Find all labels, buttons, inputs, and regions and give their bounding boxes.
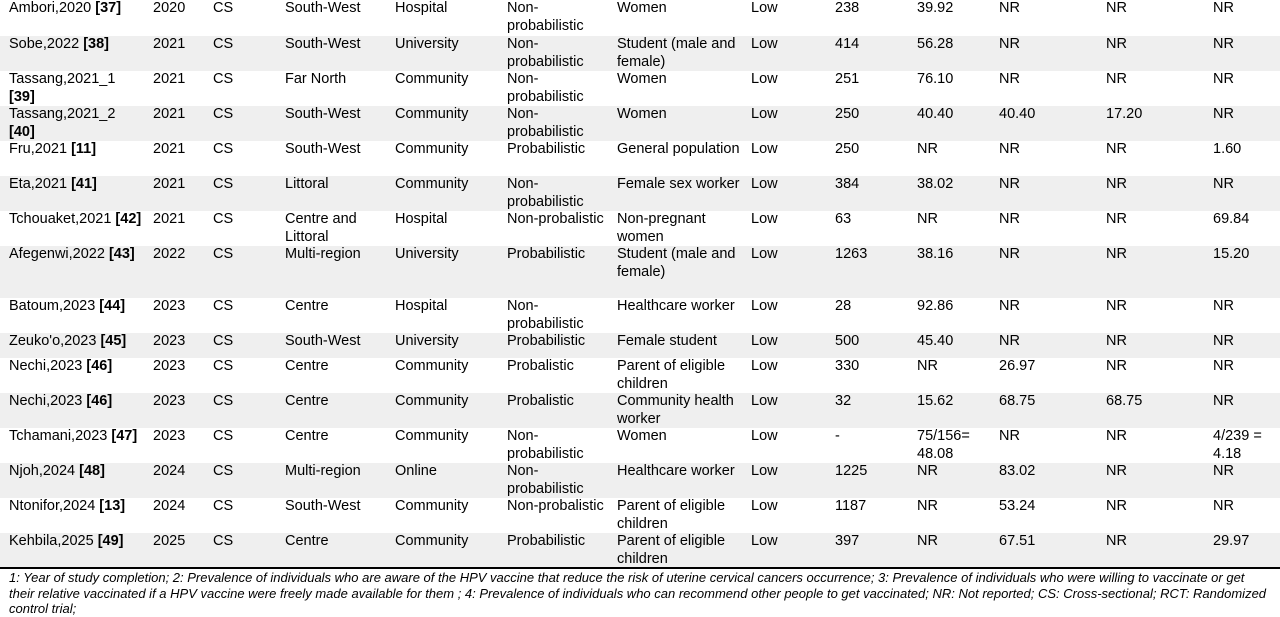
cell-year: 2023 (144, 393, 204, 428)
reference-number: [49] (97, 533, 124, 549)
author-text: Fru,2021 (9, 141, 72, 157)
cell-p2: NR (917, 211, 938, 227)
cell-population: Female student (608, 333, 742, 358)
table-row (0, 393, 1280, 428)
table-row (0, 298, 1280, 333)
cell-p3: NR (999, 0, 1020, 16)
reference-number: [43] (108, 246, 135, 262)
cell-risk: Low (742, 106, 826, 141)
cell-p4: NR (1097, 246, 1204, 298)
cell-year: 2021 (144, 36, 204, 71)
cell-sampling: Non-probabilistic (507, 298, 584, 332)
cell-p5: 1.60 (1213, 141, 1242, 157)
cell-n: 28 (835, 298, 852, 314)
table-row (0, 333, 1280, 358)
cell-author (0, 106, 144, 141)
cell-author (0, 176, 144, 211)
reference-number: [37] (95, 0, 122, 16)
cell-p2: 56.28 (908, 36, 990, 71)
author-text: Tassang,2021_1 (9, 71, 116, 87)
reference-number: [44] (99, 298, 126, 314)
reference-number: [40] (9, 123, 35, 140)
cell-setting: Community (386, 106, 498, 141)
reference-number: [47] (111, 428, 138, 444)
cell-p4: NR (1097, 176, 1204, 211)
cell-population: Women (608, 106, 742, 141)
cell-p5: 69.84 (1213, 211, 1250, 227)
cell-year: 2021 (153, 141, 186, 157)
cell-p3: NR (990, 36, 1097, 71)
cell-population: Parent of eligible children (617, 498, 726, 532)
cell-n: 1225 (826, 463, 908, 498)
cell-setting: Community (395, 141, 469, 157)
cell-design: CS (213, 71, 234, 87)
cell-design: CS (204, 36, 276, 71)
cell-year: 2021 (144, 106, 204, 141)
author-text: Ambori,2020 (9, 0, 96, 16)
cell-risk: Low (742, 463, 826, 498)
cell-region: Centre (276, 533, 386, 568)
cell-year: 2020 (153, 0, 186, 16)
cell-author (0, 358, 144, 393)
cell-population: Parent of eligible children (617, 358, 726, 392)
cell-p3: 83.02 (990, 463, 1097, 498)
cell-risk: Low (742, 533, 826, 568)
author-text: Tassang,2021_2 (9, 106, 116, 122)
cell-p5: NR (1204, 333, 1280, 358)
cell-setting: Community (386, 393, 498, 428)
cell-p4: NR (1097, 333, 1204, 358)
cell-author (0, 498, 144, 533)
cell-author (0, 298, 144, 333)
cell-author (0, 463, 144, 498)
cell-author (0, 0, 144, 36)
author-text: Nechi,2023 (9, 393, 87, 409)
cell-n: 1187 (835, 498, 867, 514)
cell-design: CS (213, 298, 234, 314)
table-row (0, 463, 1280, 498)
cell-sampling: Probabilistic (498, 533, 608, 568)
cell-year: 2021 (153, 71, 186, 87)
author-text: Kehbila,2025 (9, 533, 98, 549)
cell-design: CS (204, 393, 276, 428)
table-row (0, 36, 1280, 71)
cell-population: Female sex worker (608, 176, 742, 211)
cell-design: CS (204, 246, 276, 298)
cell-sampling: Non-probabilistic (498, 36, 608, 71)
cell-design: CS (204, 533, 276, 568)
cell-author (0, 393, 144, 428)
cell-sampling: Probabilistic (498, 246, 608, 298)
cell-sampling: Non-probabilistic (498, 106, 608, 141)
author-text: Tchamani,2023 (9, 428, 112, 444)
cell-p5: NR (1213, 0, 1234, 16)
cell-region: Centre (285, 358, 329, 374)
cell-region: South-West (285, 141, 361, 157)
reference-number: [46] (86, 393, 113, 409)
cell-author (0, 141, 144, 176)
cell-sampling: Non-probalistic (507, 498, 604, 514)
cell-population: Healthcare worker (608, 463, 742, 498)
cell-year: 2024 (153, 498, 186, 514)
table-row (0, 533, 1280, 568)
cell-p2: 15.62 (908, 393, 990, 428)
cell-sampling: Probalistic (498, 393, 608, 428)
cell-sampling: Non-probabilistic (507, 428, 584, 462)
cell-p5: NR (1213, 498, 1234, 514)
cell-setting: Hospital (395, 0, 448, 16)
cell-setting: Hospital (395, 298, 448, 314)
cell-author (0, 533, 144, 568)
author-text: Zeuko'o,2023 (9, 333, 101, 349)
cell-p3: NR (990, 333, 1097, 358)
cell-p3: NR (990, 176, 1097, 211)
cell-design: CS (204, 176, 276, 211)
cell-p2: NR (908, 463, 990, 498)
cell-design: CS (213, 141, 234, 157)
author-text: Afegenwi,2022 (9, 246, 109, 262)
reference-number: [39] (9, 88, 35, 105)
cell-p3: NR (999, 211, 1020, 227)
cell-p3: 40.40 (990, 106, 1097, 141)
cell-p4: NR (1106, 498, 1127, 514)
author-text: Njoh,2024 (9, 463, 80, 479)
cell-risk: Low (751, 211, 778, 227)
cell-year: 2023 (153, 428, 186, 444)
cell-p2: 76.10 (917, 71, 954, 87)
cell-p2: 92.86 (917, 298, 954, 314)
cell-p5: 15.20 (1204, 246, 1280, 298)
cell-p3: NR (990, 246, 1097, 298)
cell-n: 63 (835, 211, 852, 227)
cell-p5: 4/239 = 4.18 (1213, 428, 1262, 462)
cell-year: 2024 (144, 463, 204, 498)
cell-p3: 67.51 (990, 533, 1097, 568)
cell-n: 250 (826, 106, 908, 141)
cell-risk: Low (742, 393, 826, 428)
cell-sampling: Non-probalistic (507, 211, 604, 227)
cell-population: Student (male and female) (608, 246, 742, 298)
reference-number: [46] (86, 358, 113, 374)
cell-n: 32 (826, 393, 908, 428)
cell-sampling: Non-probabilistic (498, 463, 608, 498)
cell-risk: Low (742, 176, 826, 211)
cell-year: 2022 (144, 246, 204, 298)
cell-p4: NR (1097, 533, 1204, 568)
cell-year: 2023 (153, 358, 186, 374)
cell-region: Littoral (276, 176, 386, 211)
cell-author (0, 211, 144, 246)
cell-p3: 26.97 (999, 358, 1036, 374)
cell-risk: Low (751, 0, 778, 16)
cell-n: 330 (835, 358, 860, 374)
cell-author (0, 36, 144, 71)
author-text: Nechi,2023 (9, 358, 87, 374)
cell-p5: NR (1204, 36, 1280, 71)
cell-p2: 39.92 (917, 0, 954, 16)
reference-number: [48] (79, 463, 105, 479)
cell-setting: University (386, 36, 498, 71)
cell-population: Student (male and female) (608, 36, 742, 71)
cell-region: Centre (285, 428, 329, 444)
cell-risk: Low (742, 36, 826, 71)
cell-population: General population (617, 141, 740, 157)
cell-setting: Community (395, 498, 469, 514)
cell-year: 2025 (144, 533, 204, 568)
cell-p5: NR (1204, 176, 1280, 211)
author-text: Sobe,2022 (9, 36, 84, 52)
cell-n: 397 (826, 533, 908, 568)
cell-risk: Low (742, 333, 826, 358)
cell-p3: 68.75 (990, 393, 1097, 428)
cell-p4: NR (1097, 36, 1204, 71)
cell-p4: NR (1106, 211, 1127, 227)
cell-author (0, 246, 144, 298)
reference-number: [13] (99, 498, 126, 514)
reference-number: [42] (115, 211, 142, 227)
table-row (0, 428, 1280, 463)
cell-year: 2023 (153, 298, 186, 314)
table-row (0, 246, 1280, 298)
cell-region: South-West (276, 333, 386, 358)
cell-p4: NR (1106, 428, 1127, 444)
cell-n: 500 (826, 333, 908, 358)
cell-p5: 29.97 (1204, 533, 1280, 568)
reference-number: [38] (83, 36, 109, 52)
cell-sampling: Non-probabilistic (507, 0, 584, 34)
cell-design: CS (213, 498, 234, 514)
cell-p3: NR (999, 428, 1020, 444)
cell-population: Parent of eligible children (608, 533, 742, 568)
cell-sampling: Probalistic (507, 358, 574, 374)
cell-region: South-West (285, 0, 361, 16)
cell-design: CS (204, 106, 276, 141)
cell-risk: Low (742, 246, 826, 298)
cell-setting: Online (386, 463, 498, 498)
cell-sampling: Non-probabilistic (507, 71, 584, 105)
cell-p4: NR (1106, 71, 1127, 87)
cell-population: Non-pregnant women (617, 211, 706, 245)
cell-author (0, 428, 144, 463)
cell-population: Community health worker (608, 393, 742, 428)
table-row (0, 211, 1280, 246)
cell-p4: NR (1106, 141, 1127, 157)
reference-number: [45] (100, 333, 127, 349)
cell-p2: NR (908, 533, 990, 568)
cell-setting: Community (386, 533, 498, 568)
cell-p4: NR (1106, 0, 1127, 16)
cell-p2: 38.16 (908, 246, 990, 298)
cell-p5: NR (1204, 463, 1280, 498)
cell-risk: Low (751, 71, 778, 87)
cell-region: Multi-region (276, 463, 386, 498)
cell-year: 2021 (144, 176, 204, 211)
reference-number: [11] (71, 141, 97, 157)
table-row (0, 141, 1280, 176)
cell-risk: Low (751, 298, 778, 314)
cell-region: Centre (285, 298, 329, 314)
table-row (0, 358, 1280, 393)
cell-year: 2023 (144, 333, 204, 358)
cell-sampling: Non-probabilistic (498, 176, 608, 211)
cell-p5: NR (1213, 298, 1234, 314)
author-text: Batoum,2023 (9, 298, 100, 314)
cell-region: Centre (276, 393, 386, 428)
cell-p5: NR (1213, 358, 1234, 374)
cell-p4: 68.75 (1097, 393, 1204, 428)
cell-p4: NR (1106, 298, 1127, 314)
cell-n: - (835, 428, 840, 444)
table-row (0, 71, 1280, 106)
cell-setting: Hospital (395, 211, 448, 227)
cell-p4: NR (1097, 463, 1204, 498)
cell-population: Women (617, 71, 667, 87)
cell-sampling: Probabilistic (498, 333, 608, 358)
table-row (0, 106, 1280, 141)
cell-region: Far North (285, 71, 347, 87)
cell-population: Women (617, 0, 667, 16)
cell-p2: NR (917, 498, 938, 514)
cell-setting: University (386, 333, 498, 358)
cell-region: Centre and Littoral (285, 211, 357, 245)
cell-n: 250 (835, 141, 860, 157)
cell-p2: 45.40 (908, 333, 990, 358)
cell-n: 414 (826, 36, 908, 71)
cell-population: Women (617, 428, 667, 444)
cell-p5: NR (1213, 71, 1234, 87)
cell-p2: NR (917, 358, 938, 374)
cell-design: CS (213, 211, 234, 227)
cell-p2: 75/156= 48.08 (917, 428, 970, 462)
table-row (0, 0, 1280, 36)
cell-risk: Low (751, 141, 778, 157)
table-row (0, 498, 1280, 533)
cell-region: Multi-region (276, 246, 386, 298)
cell-region: South-West (285, 498, 361, 514)
cell-p4: 17.20 (1097, 106, 1204, 141)
cell-p2: 40.40 (908, 106, 990, 141)
cell-n: 238 (835, 0, 860, 16)
cell-author (0, 71, 144, 106)
cell-p3: 53.24 (999, 498, 1036, 514)
cell-setting: Community (386, 176, 498, 211)
cell-p5: NR (1204, 393, 1280, 428)
cell-design: CS (204, 463, 276, 498)
cell-region: South-West (276, 106, 386, 141)
cell-setting: Community (395, 428, 469, 444)
cell-design: CS (204, 333, 276, 358)
cell-n: 251 (835, 71, 860, 87)
cell-p3: NR (999, 298, 1020, 314)
author-text: Tchouaket,2021 (9, 211, 116, 227)
cell-p2: 38.02 (908, 176, 990, 211)
cell-design: CS (213, 0, 234, 16)
cell-design: CS (213, 428, 234, 444)
cell-p3: NR (999, 71, 1020, 87)
reference-number: [41] (71, 176, 97, 192)
table-row (0, 176, 1280, 211)
cell-sampling: Probabilistic (507, 141, 586, 157)
cell-risk: Low (751, 358, 778, 374)
cell-setting: Community (395, 358, 469, 374)
cell-p3: NR (999, 141, 1020, 157)
cell-region: South-West (276, 36, 386, 71)
author-text: Eta,2021 (9, 176, 72, 192)
table-footnote: 1: Year of study completion; 2: Prevalence of individuals who are aware of the HPV vaccine that reduce the risk of uterine cervical cancers occurrence; 3: Prevalence of individuals who were willing to vaccinate or get their relative vaccinated if a HPV vaccine were freely made available for them ; 4: Prevalence of individuals who can recommend other people to get vaccinated; NR: Not reported; CS: Cross-sectional; RCT: Randomized control trial; (0, 567, 1280, 617)
cell-n: 384 (826, 176, 908, 211)
cell-setting: Community (395, 71, 469, 87)
cell-population: Healthcare worker (617, 298, 735, 314)
cell-author (0, 333, 144, 358)
cell-p4: NR (1106, 358, 1127, 374)
author-text: Ntonifor,2024 (9, 498, 100, 514)
cell-p5: NR (1204, 106, 1280, 141)
cell-risk: Low (751, 428, 778, 444)
cell-risk: Low (751, 498, 778, 514)
cell-n: 1263 (826, 246, 908, 298)
cell-year: 2021 (153, 211, 186, 227)
cell-design: CS (213, 358, 234, 374)
cell-setting: University (386, 246, 498, 298)
cell-p2: NR (917, 141, 938, 157)
